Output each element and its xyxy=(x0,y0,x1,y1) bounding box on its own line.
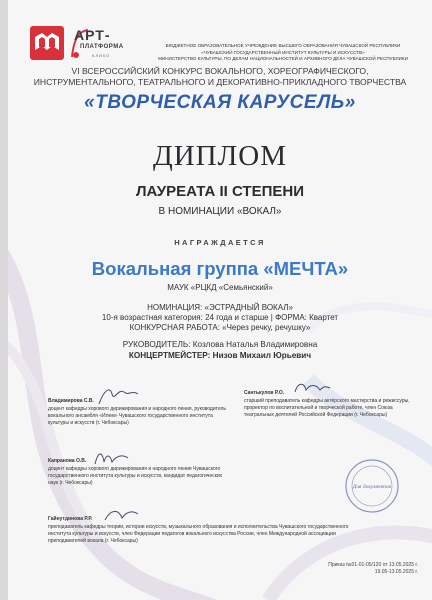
awarded-label: НАГРАЖДАЕТСЯ xyxy=(174,238,266,247)
signatory-title: доцент кафедры хорового дирижирования и народного пения, руководитель вокального ансамбля «Илем» Чувашского государственного института культуры и искусств (г. Чебоксары) xyxy=(48,406,226,427)
nomination-line: В НОМИНАЦИИ «ВОКАЛ» xyxy=(158,206,282,217)
diploma-heading: ДИПЛОМ xyxy=(152,140,288,172)
winner-institution: МАУК «РЦКД «Семьянский» xyxy=(167,283,273,292)
accompanist-line: КОНЦЕРТМЕЙСТЕР: Низов Михаил Юрьевич xyxy=(128,351,312,360)
signatory-title: доцент кафедры хорового дирижирования и народного пения Чувашского государственного института культуры и искусств, кандидат педагогических наук (г. Чебоксары) xyxy=(48,466,223,487)
art-platform-logo xyxy=(70,27,124,63)
scan-edge xyxy=(0,0,8,600)
order-line: Приказ №01-01-05/120 от 13.05.2025 г. xyxy=(328,562,418,568)
contest-title: «ТВОРЧЕСКАЯ КАРУСЕЛЬ» xyxy=(84,92,356,113)
handwritten-signature xyxy=(102,506,142,526)
signatory-name: Капранова О.В. xyxy=(48,458,87,464)
details-line: КОНКУРСНАЯ РАБОТА: «Через речку, речушку» xyxy=(129,323,311,332)
winner-name: Вокальная группа «МЕЧТА» xyxy=(91,258,349,279)
signatory-title: преподаватель кафедры теории, истории искусств, музыкального образования и исполнительства Чувашского государственного института культуры и искусств, член Федерации педагогов вокального искусства России, член Международной ассоциации преподавателей вокала (г. Чебоксары) xyxy=(48,524,349,545)
leader-line: РУКОВОДИТЕЛЬ: Козлова Наталья Владимировна xyxy=(122,340,318,349)
leaders-block xyxy=(8,339,432,361)
contest-line: ИНСТРУМЕНТАЛЬНОГО, ТЕАТРАЛЬНОГО И ДЕКОРАТИВНО-ПРИКЛАДНОГО ТВОРЧЕСТВА xyxy=(33,76,407,87)
order-line: 19.05-13.05.2025 г. xyxy=(374,569,418,575)
org-line: «ЧУВАШСКИЙ ГОСУДАРСТВЕННЫЙ ИНСТИТУТ КУЛЬТУРЫ И ИСКУССТВ» xyxy=(201,49,365,55)
entry-details xyxy=(8,303,432,333)
contest-line: VI ВСЕРОССИЙСКИЙ КОНКУРС ВОКАЛЬНОГО, ХОРЕОГРАФИЧЕСКОГО, xyxy=(71,66,369,76)
stamp-icon xyxy=(344,458,400,514)
handwritten-signature xyxy=(292,378,332,398)
details-line: НОМИНАЦИЯ: «ЭСТРАДНЫЙ ВОКАЛ» xyxy=(147,303,293,312)
details-line: 10-я возрастная категория: 24 года и старше | ФОРМА: Квартет xyxy=(101,313,339,322)
order-reference xyxy=(308,562,418,576)
stamp-text: Для документов xyxy=(352,484,392,490)
org-line: БЮДЖЕТНОЕ ОБРАЗОВАТЕЛЬНОЕ УЧРЕЖДЕНИЕ ВЫСШЕГО ОБРАЗОВАНИЯ ЧУВАШСКОЙ РЕСПУБЛИКИ xyxy=(165,43,401,48)
org-line: МИНИСТЕРСТВО КУЛЬТУРЫ, ПО ДЕЛАМ НАЦИОНАЛЬНОСТЕЙ И АРХИВНОГО ДЕЛА ЧУВАШСКОЙ РЕСПУБЛИКИ xyxy=(158,56,408,62)
signatory-name: Владимирова С.В. xyxy=(48,398,94,404)
handwritten-signature xyxy=(96,384,142,408)
contest-name xyxy=(8,66,432,87)
logo-text-art: АРТ- xyxy=(74,27,111,43)
signatory-name: Сантькулов Р.О. xyxy=(244,390,285,396)
signatory-title: старший преподаватель кафедры актёрского мастерства и режиссуры, проректор по воспитательной и творческой работе, член Союза театральных деятелей Российской Федерации (г. Чебоксары) xyxy=(244,398,410,419)
organization-header xyxy=(138,43,428,63)
institute-logo-icon xyxy=(30,26,64,60)
signatory-name: Гайнутдинова Р.Р. xyxy=(48,516,93,522)
logo-text-platform: ПЛАТФОРМА xyxy=(80,44,124,50)
laureate-degree: ЛАУРЕАТА II СТЕПЕНИ xyxy=(136,183,304,200)
logo-text-sub: КЛИКО xyxy=(92,53,111,58)
diploma-sheet xyxy=(8,0,432,600)
